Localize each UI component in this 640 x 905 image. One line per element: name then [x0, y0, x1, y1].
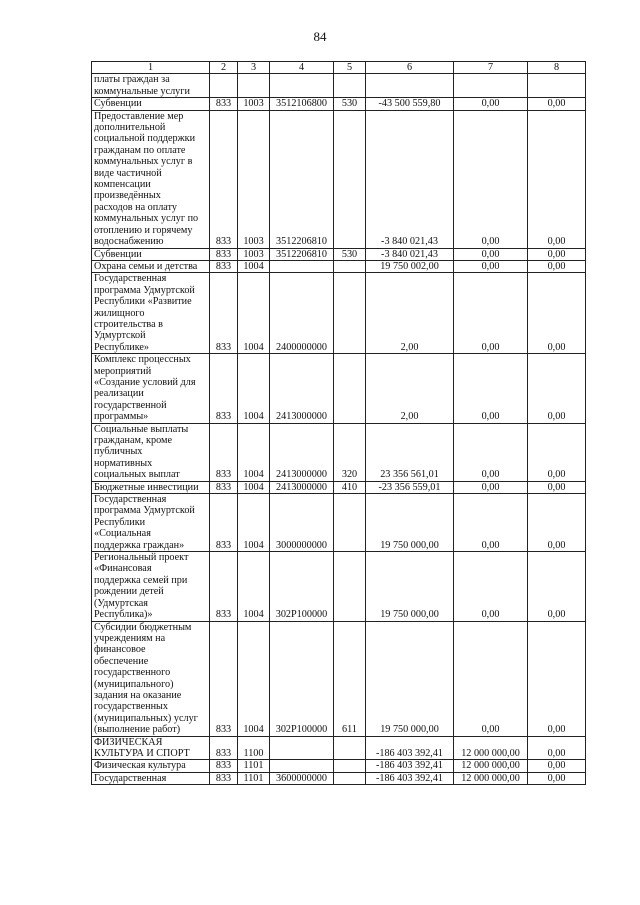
cell-amount: 2,00	[366, 273, 454, 354]
cell-section-code: 1004	[238, 552, 270, 621]
cell-name: Бюджетные инвестиции	[92, 481, 210, 493]
cell-amount-next-year: 12 000 000,00	[454, 736, 528, 760]
cell-name: Предоставление мер дополнительной социальной поддержки гражданам по оплате коммунальных услуг в виде частичной компенсации произведённых расходов на оплату коммунальных услуг по отоплению и горячему водоснабжению	[92, 110, 210, 248]
header-row	[92, 62, 586, 74]
column-header: 1	[92, 62, 210, 74]
cell-name: платы граждан за коммунальные услуги	[92, 74, 210, 98]
cell-target-code	[270, 736, 334, 760]
cell-expense-type	[334, 273, 366, 354]
column-header: 4	[270, 62, 334, 74]
cell-amount-second-year: 0,00	[528, 354, 586, 423]
cell-section-code: 1003	[238, 110, 270, 248]
column-header: 6	[366, 62, 454, 74]
cell-amount-next-year: 0,00	[454, 110, 528, 248]
cell-amount: 19 750 000,00	[366, 552, 454, 621]
cell-expense-type	[334, 354, 366, 423]
cell-expense-type: 320	[334, 423, 366, 481]
cell-amount-next-year: 0,00	[454, 273, 528, 354]
cell-target-code	[270, 260, 334, 272]
cell-admin-code: 833	[210, 736, 238, 760]
cell-target-code: 3600000000	[270, 772, 334, 784]
cell-target-code: 3512206810	[270, 110, 334, 248]
cell-section-code: 1101	[238, 772, 270, 784]
cell-expense-type	[334, 760, 366, 772]
cell-target-code: 302P100000	[270, 552, 334, 621]
cell-name: Субвенции	[92, 248, 210, 260]
cell-amount-next-year: 0,00	[454, 248, 528, 260]
cell-amount-next-year: 0,00	[454, 621, 528, 736]
cell-amount-second-year: 0,00	[528, 273, 586, 354]
cell-amount: 19 750 000,00	[366, 494, 454, 552]
cell-target-code: 2400000000	[270, 273, 334, 354]
cell-target-code: 3512206810	[270, 248, 334, 260]
cell-admin-code: 833	[210, 552, 238, 621]
cell-amount-second-year: 0,00	[528, 423, 586, 481]
cell-admin-code	[210, 74, 238, 98]
table-row	[92, 736, 586, 760]
cell-amount-next-year: 0,00	[454, 481, 528, 493]
cell-admin-code: 833	[210, 494, 238, 552]
cell-section-code: 1004	[238, 273, 270, 354]
cell-amount: -186 403 392,41	[366, 760, 454, 772]
cell-amount-next-year: 12 000 000,00	[454, 772, 528, 784]
cell-amount-next-year: 0,00	[454, 260, 528, 272]
cell-name: Комплекс процессных мероприятий «Создание условий для реализации государственной программы»	[92, 354, 210, 423]
cell-admin-code: 833	[210, 260, 238, 272]
cell-admin-code: 833	[210, 98, 238, 110]
table-row	[92, 248, 586, 260]
cell-amount: 23 356 561,01	[366, 423, 454, 481]
cell-name: Физическая культура	[92, 760, 210, 772]
column-header: 7	[454, 62, 528, 74]
cell-amount: -23 356 559,01	[366, 481, 454, 493]
table-row	[92, 481, 586, 493]
cell-section-code	[238, 74, 270, 98]
table-row	[92, 260, 586, 272]
cell-amount-next-year: 0,00	[454, 494, 528, 552]
table-row	[92, 273, 586, 354]
cell-name: Субсидии бюджетным учреждениям на финансовое обеспечение государственного (муниципального) задания на оказание государственных (муниципальных) услуг (выполнение работ)	[92, 621, 210, 736]
cell-admin-code: 833	[210, 481, 238, 493]
cell-name: Государственная программа Удмуртской Республики «Социальная поддержка граждан»	[92, 494, 210, 552]
cell-expense-type: 611	[334, 621, 366, 736]
cell-admin-code: 833	[210, 423, 238, 481]
cell-amount-second-year: 0,00	[528, 98, 586, 110]
cell-name: Региональный проект «Финансовая поддержка семей при рождении детей (Удмуртская Республика)»	[92, 552, 210, 621]
cell-section-code: 1101	[238, 760, 270, 772]
cell-amount-second-year: 0,00	[528, 260, 586, 272]
cell-target-code: 2413000000	[270, 481, 334, 493]
cell-expense-type: 410	[334, 481, 366, 493]
cell-amount: -186 403 392,41	[366, 736, 454, 760]
cell-amount-next-year: 0,00	[454, 423, 528, 481]
table-row	[92, 354, 586, 423]
cell-amount-second-year	[528, 74, 586, 98]
cell-target-code	[270, 74, 334, 98]
page-number: 84	[313, 29, 327, 44]
cell-expense-type	[334, 736, 366, 760]
cell-amount-second-year: 0,00	[528, 481, 586, 493]
cell-amount-second-year: 0,00	[528, 736, 586, 760]
table-row	[92, 494, 586, 552]
cell-section-code: 1004	[238, 260, 270, 272]
column-header: 5	[334, 62, 366, 74]
cell-expense-type	[334, 74, 366, 98]
table-row	[92, 98, 586, 110]
cell-amount-next-year: 12 000 000,00	[454, 760, 528, 772]
cell-admin-code: 833	[210, 110, 238, 248]
column-header: 2	[210, 62, 238, 74]
cell-amount: 19 750 002,00	[366, 260, 454, 272]
cell-section-code: 1100	[238, 736, 270, 760]
cell-amount: -3 840 021,43	[366, 110, 454, 248]
cell-admin-code: 833	[210, 354, 238, 423]
column-header: 8	[528, 62, 586, 74]
cell-section-code: 1004	[238, 423, 270, 481]
cell-target-code	[270, 760, 334, 772]
cell-admin-code: 833	[210, 248, 238, 260]
table-row	[92, 74, 586, 98]
cell-target-code: 302P100000	[270, 621, 334, 736]
cell-amount	[366, 74, 454, 98]
cell-expense-type: 530	[334, 98, 366, 110]
cell-section-code: 1004	[238, 481, 270, 493]
cell-target-code: 2413000000	[270, 423, 334, 481]
cell-amount-next-year: 0,00	[454, 552, 528, 621]
table-row	[92, 621, 586, 736]
cell-amount: -3 840 021,43	[366, 248, 454, 260]
cell-section-code: 1004	[238, 621, 270, 736]
cell-name: Охрана семьи и детства	[92, 260, 210, 272]
cell-target-code: 2413000000	[270, 354, 334, 423]
cell-amount-next-year: 0,00	[454, 354, 528, 423]
cell-amount: 2,00	[366, 354, 454, 423]
cell-expense-type	[334, 552, 366, 621]
cell-amount-second-year: 0,00	[528, 494, 586, 552]
cell-admin-code: 833	[210, 760, 238, 772]
table-row	[92, 110, 586, 248]
table-row	[92, 772, 586, 784]
cell-name: Субвенции	[92, 98, 210, 110]
cell-section-code: 1004	[238, 354, 270, 423]
cell-amount-second-year: 0,00	[528, 552, 586, 621]
cell-expense-type	[334, 772, 366, 784]
cell-amount: -43 500 559,80	[366, 98, 454, 110]
cell-target-code: 3512106800	[270, 98, 334, 110]
cell-admin-code: 833	[210, 772, 238, 784]
cell-section-code: 1003	[238, 98, 270, 110]
budget-table	[91, 61, 586, 785]
table-row	[92, 552, 586, 621]
cell-target-code: 3000000000	[270, 494, 334, 552]
cell-amount-second-year: 0,00	[528, 248, 586, 260]
cell-expense-type	[334, 260, 366, 272]
cell-section-code: 1004	[238, 494, 270, 552]
cell-amount: 19 750 000,00	[366, 621, 454, 736]
cell-amount-next-year: 0,00	[454, 98, 528, 110]
cell-expense-type	[334, 110, 366, 248]
cell-admin-code: 833	[210, 273, 238, 354]
cell-expense-type	[334, 494, 366, 552]
cell-admin-code: 833	[210, 621, 238, 736]
cell-name: Государственная	[92, 772, 210, 784]
cell-amount-second-year: 0,00	[528, 621, 586, 736]
table-row	[92, 760, 586, 772]
table-row	[92, 423, 586, 481]
cell-section-code: 1003	[238, 248, 270, 260]
column-header: 3	[238, 62, 270, 74]
cell-name: Государственная программа Удмуртской Республики «Развитие жилищного строительства в Удмуртской Республике»	[92, 273, 210, 354]
cell-name: ФИЗИЧЕСКАЯ КУЛЬТУРА И СПОРТ	[92, 736, 210, 760]
cell-amount-second-year: 0,00	[528, 110, 586, 248]
cell-name: Социальные выплаты гражданам, кроме публичных нормативных социальных выплат	[92, 423, 210, 481]
cell-amount: -186 403 392,41	[366, 772, 454, 784]
cell-amount-next-year	[454, 74, 528, 98]
cell-amount-second-year: 0,00	[528, 772, 586, 784]
cell-expense-type: 530	[334, 248, 366, 260]
cell-amount-second-year: 0,00	[528, 760, 586, 772]
